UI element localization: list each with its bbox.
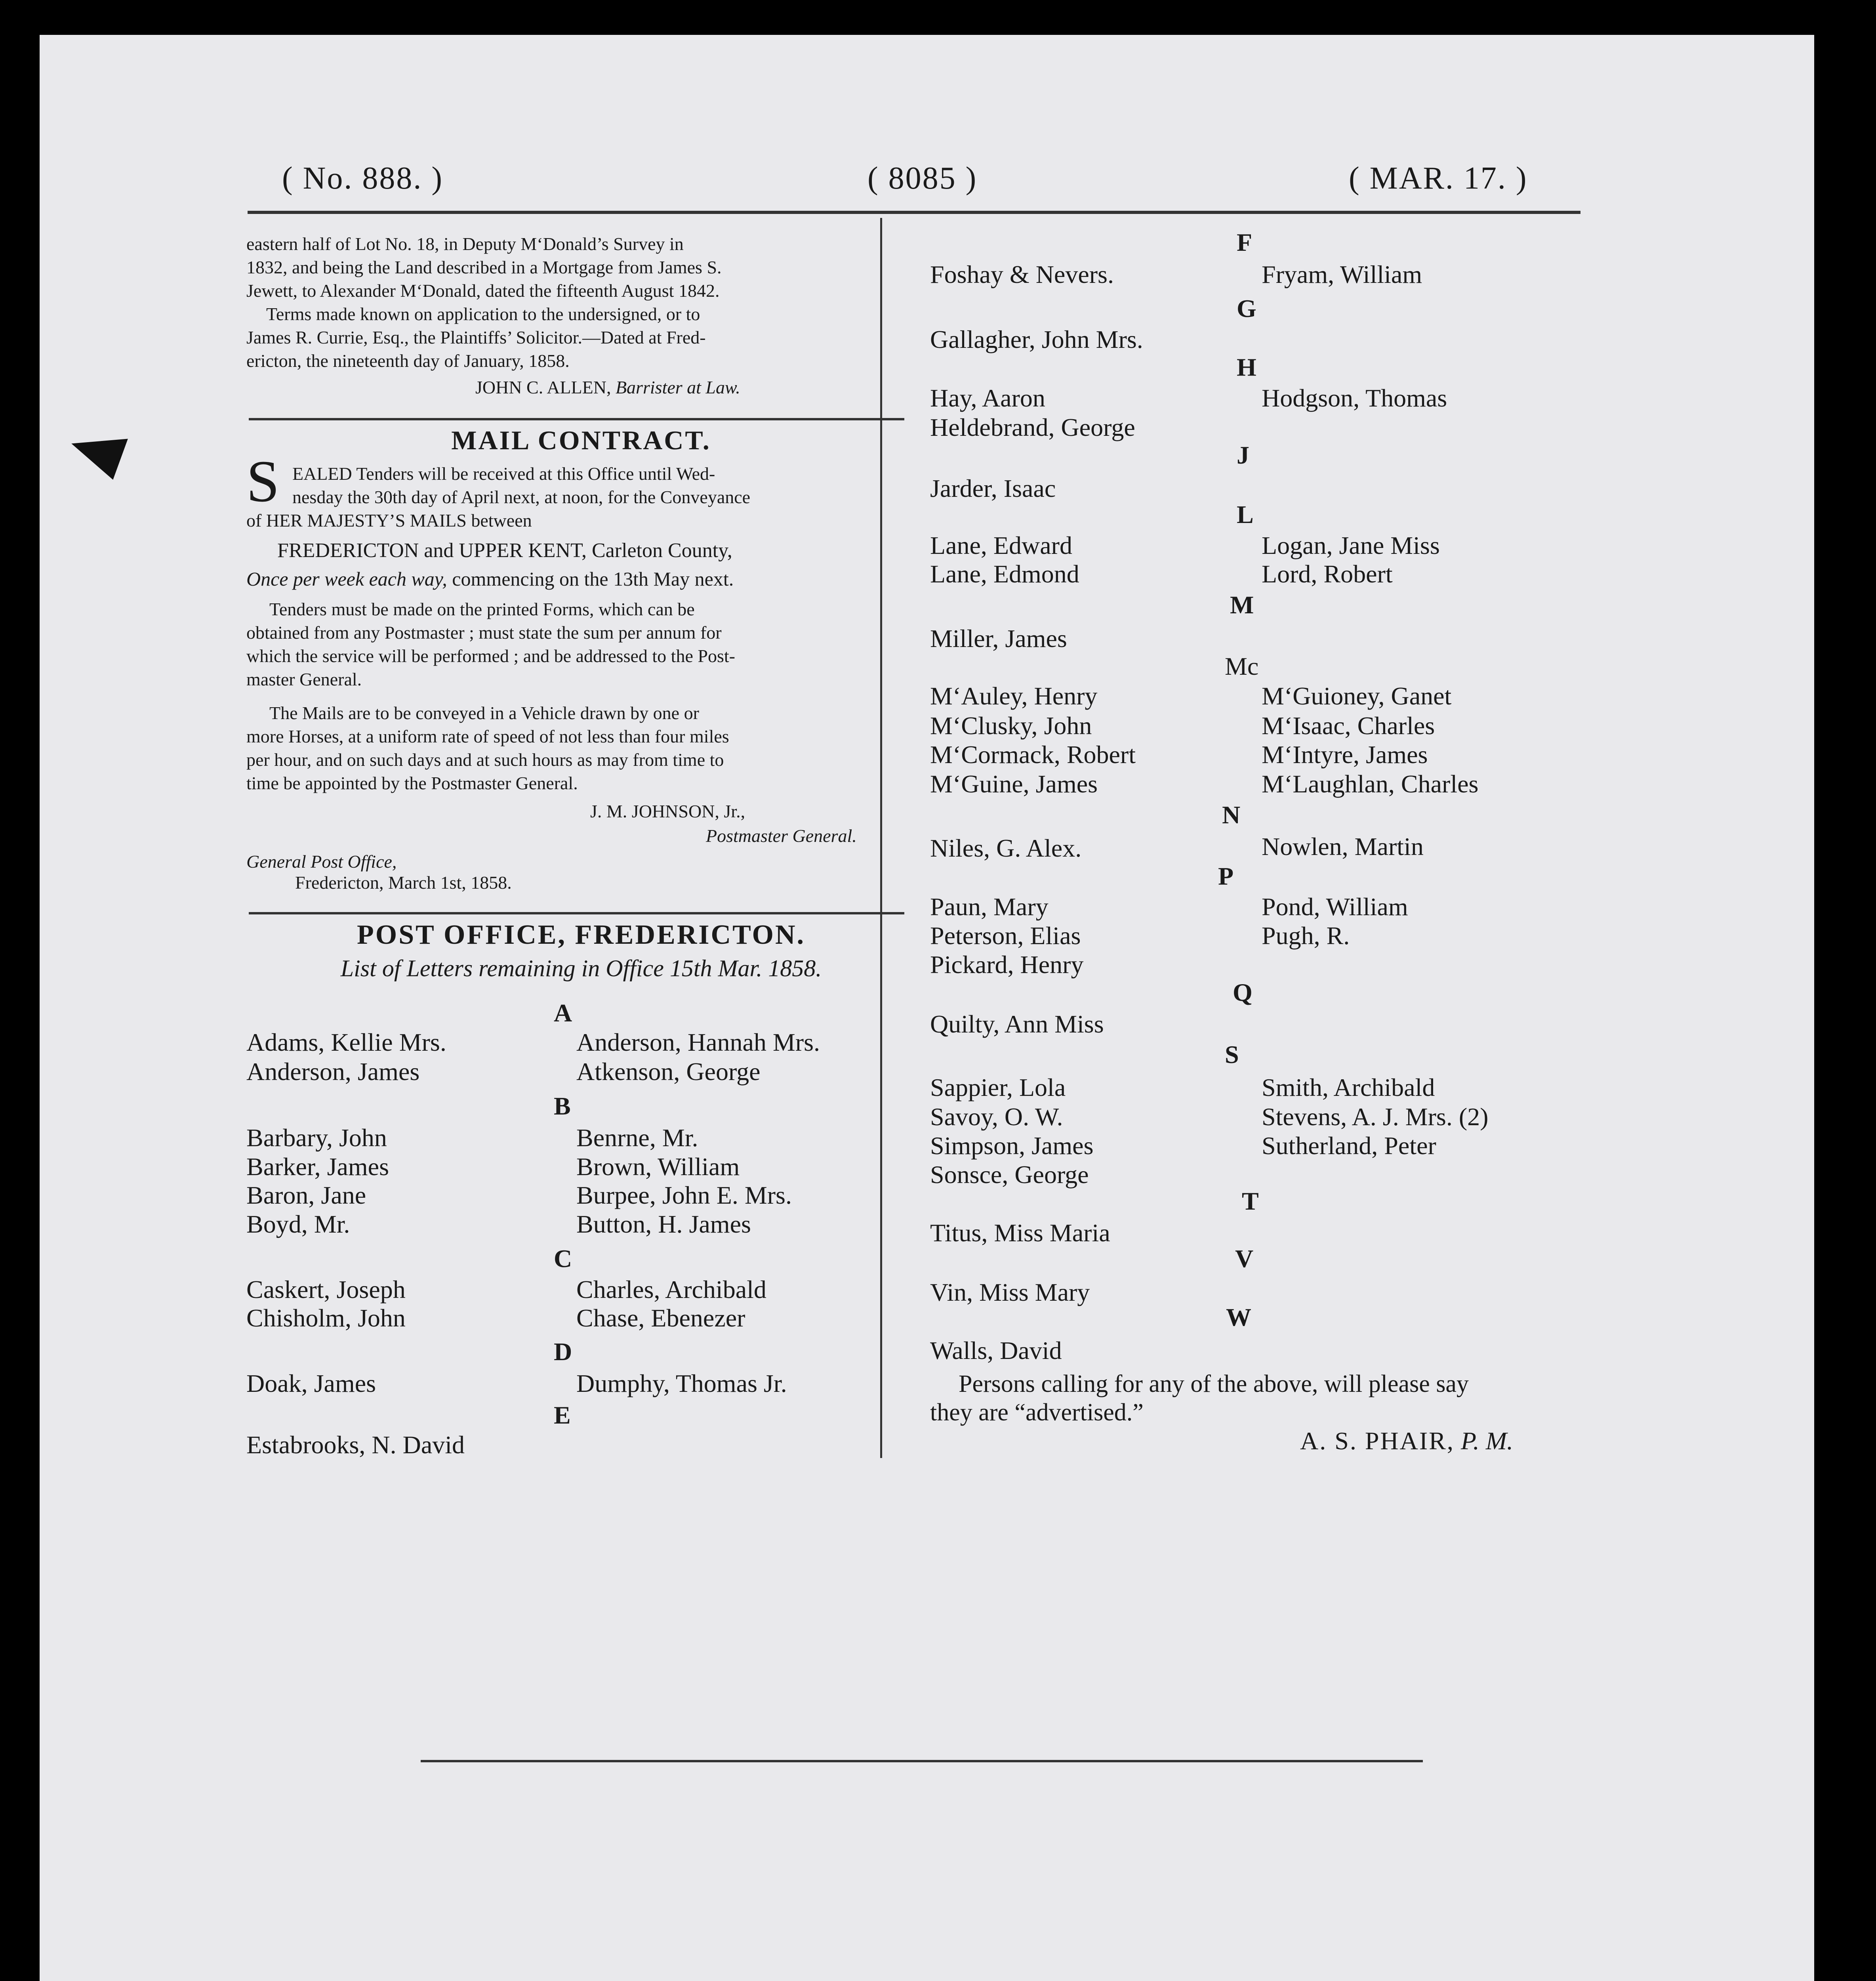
letter-entry: M‘Auley, Henry [930, 682, 1098, 710]
letter-entry: Baron, Jane [246, 1181, 366, 1209]
letter-entry: Chisholm, John [246, 1304, 406, 1332]
letter-entry: Barker, James [246, 1153, 389, 1181]
letter-entry: Hodgson, Thomas [1262, 384, 1447, 412]
letter-entry: Pugh, R. [1262, 922, 1350, 950]
vehicle-line: more Horses, at a uniform rate of speed of not less than four miles [246, 726, 729, 746]
letter-heading: N [1222, 801, 1241, 829]
letter-entry: Boyd, Mr. [246, 1210, 350, 1238]
letter-heading: M [1230, 591, 1254, 619]
letter-heading: S [1225, 1040, 1239, 1069]
post-office-name [246, 850, 397, 873]
tenders-line: master General. [246, 669, 362, 689]
letter-entry: Burpee, John E. Mrs. [576, 1181, 792, 1209]
letter-entry: Miller, James [930, 624, 1067, 653]
post-office-title: POST OFFICE, FREDERICTON. [357, 920, 806, 950]
header-rule [248, 211, 1580, 214]
letter-entry: Benrne, Mr. [576, 1124, 698, 1152]
letter-entry: Sonsce, George [930, 1160, 1089, 1189]
letter-entry: Chase, Ebenezer [576, 1304, 745, 1332]
signature-title: Barrister at Law. [615, 377, 740, 397]
signoff-title: P. M. [1460, 1427, 1513, 1455]
letter-entry: Peterson, Elias [930, 922, 1081, 950]
tenders-line: which the service will be performed ; and be addressed to the Post- [246, 646, 735, 666]
letter-entry: M‘Guine, James [930, 770, 1098, 798]
letter-entry: M‘Intyre, James [1262, 740, 1428, 769]
page-number: ( 8085 ) [867, 161, 978, 196]
intro-line: of HER MAJESTY’S MAILS between [246, 510, 532, 531]
issue-date: ( MAR. 17. ) [1349, 161, 1528, 196]
notice-line: Terms made known on application to the undersigned, or to [266, 304, 700, 324]
mail-contract-intro [246, 462, 916, 532]
letter-entry: Gallagher, John Mrs. [930, 325, 1143, 353]
letter-heading: H [1237, 353, 1256, 381]
letter-entry: Stevens, A. J. Mrs. (2) [1262, 1103, 1489, 1131]
letter-entry: Nowlen, Martin [1262, 832, 1424, 861]
letter-heading: B [554, 1092, 571, 1120]
vehicle-line: time be appointed by the Postmaster General. [246, 773, 578, 793]
letter-entry: Sutherland, Peter [1262, 1132, 1436, 1160]
letter-entry: Charles, Archibald [576, 1275, 766, 1303]
letter-heading: L [1237, 500, 1254, 529]
vehicle-line: The Mails are to be conveyed in a Vehicle drawn by one or [269, 703, 699, 723]
letter-entry: Adams, Kellie Mrs. [246, 1028, 446, 1056]
letter-heading: J [1237, 441, 1249, 469]
postmaster-title-text: Postmaster General. [706, 826, 857, 846]
letter-entry: Sappier, Lola [930, 1073, 1066, 1101]
letter-entry: Anderson, Hannah Mrs. [576, 1028, 820, 1056]
letter-entry: Hay, Aaron [930, 384, 1045, 412]
letter-heading: W [1226, 1303, 1251, 1331]
letter-entry: Fryam, William [1262, 260, 1422, 288]
notice-line: James R. Currie, Esq., the Plaintiffs’ Solicitor.—Dated at Fred- [246, 327, 706, 347]
letter-entry: Simpson, James [930, 1132, 1094, 1160]
notice-line: ericton, the nineteenth day of January, 1858. [246, 351, 570, 371]
letter-entry: Jarder, Isaac [930, 474, 1056, 502]
intro-line: EALED Tenders will be received at this Office until Wed- [292, 464, 715, 484]
letter-entry: Pickard, Henry [930, 950, 1084, 979]
letter-entry: Brown, William [576, 1153, 740, 1181]
letter-entry: Anderson, James [246, 1057, 420, 1086]
letter-entry: Dumphy, Thomas Jr. [576, 1369, 787, 1397]
vehicle-line: per hour, and on such days and at such hours as may from time to [246, 750, 724, 770]
letter-entry: Doak, James [246, 1369, 376, 1397]
letter-heading: T [1242, 1187, 1259, 1215]
letter-heading: C [554, 1244, 572, 1273]
letter-heading: F [1237, 228, 1253, 256]
letter-entry: Niles, G. Alex. [930, 834, 1082, 862]
letter-heading: D [554, 1338, 572, 1366]
frequency-italic: Once per week each way, [246, 568, 447, 590]
letter-heading: G [1237, 294, 1256, 323]
letter-entry: Lane, Edmond [930, 560, 1079, 588]
notice-line: eastern half of Lot No. 18, in Deputy M‘Donald’s Survey in [246, 234, 684, 254]
mail-contract-title: MAIL CONTRACT. [451, 425, 711, 455]
letter-entry: Logan, Jane Miss [1262, 531, 1440, 559]
letter-entry: Button, H. James [576, 1210, 751, 1238]
letter-entry: Heldebrand, George [930, 413, 1135, 441]
letter-entry: M‘Clusky, John [930, 712, 1092, 740]
letter-entry: Quilty, Ann Miss [930, 1010, 1104, 1038]
letter-entry: Vin, Miss Mary [930, 1278, 1090, 1306]
issue-number: ( No. 888. ) [282, 161, 444, 196]
letter-heading: V [1235, 1244, 1254, 1273]
drop-cap: S [246, 448, 280, 514]
letter-entry: Caskert, Joseph [246, 1275, 406, 1303]
letter-heading: Q [1233, 978, 1253, 1006]
letter-entry: Barbary, John [246, 1124, 387, 1152]
letter-entry: M‘Cormack, Robert [930, 740, 1136, 769]
letter-heading: A [554, 999, 572, 1027]
letter-entry: Lane, Edward [930, 531, 1072, 559]
closing-note: they are “advertised.” [930, 1399, 1144, 1426]
tenders-line: obtained from any Postmaster ; must state the sum per annum for [246, 622, 722, 643]
closing-rule [421, 1760, 1423, 1762]
letter-entry: Pond, William [1262, 893, 1408, 921]
letter-heading: E [554, 1401, 571, 1429]
tenders-line: Tenders must be made on the printed Forms, which can be [269, 599, 695, 619]
letter-entry: Estabrooks, N. David [246, 1431, 465, 1459]
intro-line: nesday the 30th day of April next, at noon, for the Conveyance [292, 487, 751, 507]
letter-entry: M‘Laughlan, Charles [1262, 770, 1479, 798]
foreclosure-notice [246, 232, 916, 372]
notice-line: 1832, and being the Land described in a Mortgage from James S. [246, 257, 722, 277]
post-office-name-text: General Post Office, [246, 851, 397, 872]
letter-entry: Foshay & Nevers. [930, 260, 1114, 288]
tenders-paragraph [246, 597, 916, 691]
signature-name: JOHN C. ALLEN, [475, 377, 611, 397]
letter-entry: M‘Isaac, Charles [1262, 712, 1435, 740]
mail-frequency [246, 567, 734, 590]
postmaster-signature: J. M. JOHNSON, Jr., [590, 801, 745, 821]
letter-entry: Walls, David [930, 1336, 1062, 1365]
notice-signature [475, 376, 740, 399]
mail-route: FREDERICTON and UPPER KENT, Carleton County, [277, 539, 732, 562]
postmaster-title [706, 824, 857, 847]
letter-entry: Savoy, O. W. [930, 1103, 1063, 1131]
letter-entry: Titus, Miss Maria [930, 1219, 1110, 1247]
notice-line: Jewett, to Alexander M‘Donald, dated the fifteenth August 1842. [246, 281, 720, 301]
letter-heading: Mc [1225, 652, 1259, 680]
letter-entry: Lord, Robert [1262, 560, 1393, 588]
subtitle-text: List of Letters remaining in Office 15th Mar. 1858. [340, 955, 822, 981]
postmaster-signoff [1300, 1426, 1513, 1456]
column-divider [880, 218, 882, 1458]
section-rule [249, 418, 904, 420]
letter-entry: M‘Guioney, Ganet [1262, 682, 1452, 710]
letter-entry: Atkenson, George [576, 1057, 761, 1086]
closing-note: Persons calling for any of the above, will please say [959, 1370, 1469, 1397]
contract-date: Fredericton, March 1st, 1858. [295, 872, 512, 893]
letter-entry: Paun, Mary [930, 893, 1049, 921]
letter-heading: P [1218, 862, 1234, 890]
post-office-subtitle [246, 955, 916, 982]
frequency-rest: commencing on the 13th May next. [447, 568, 734, 590]
letter-entry: Smith, Archibald [1262, 1073, 1435, 1101]
signoff-name: A. S. PHAIR, [1300, 1427, 1455, 1455]
vehicle-paragraph [246, 701, 916, 795]
section-rule [249, 912, 904, 914]
